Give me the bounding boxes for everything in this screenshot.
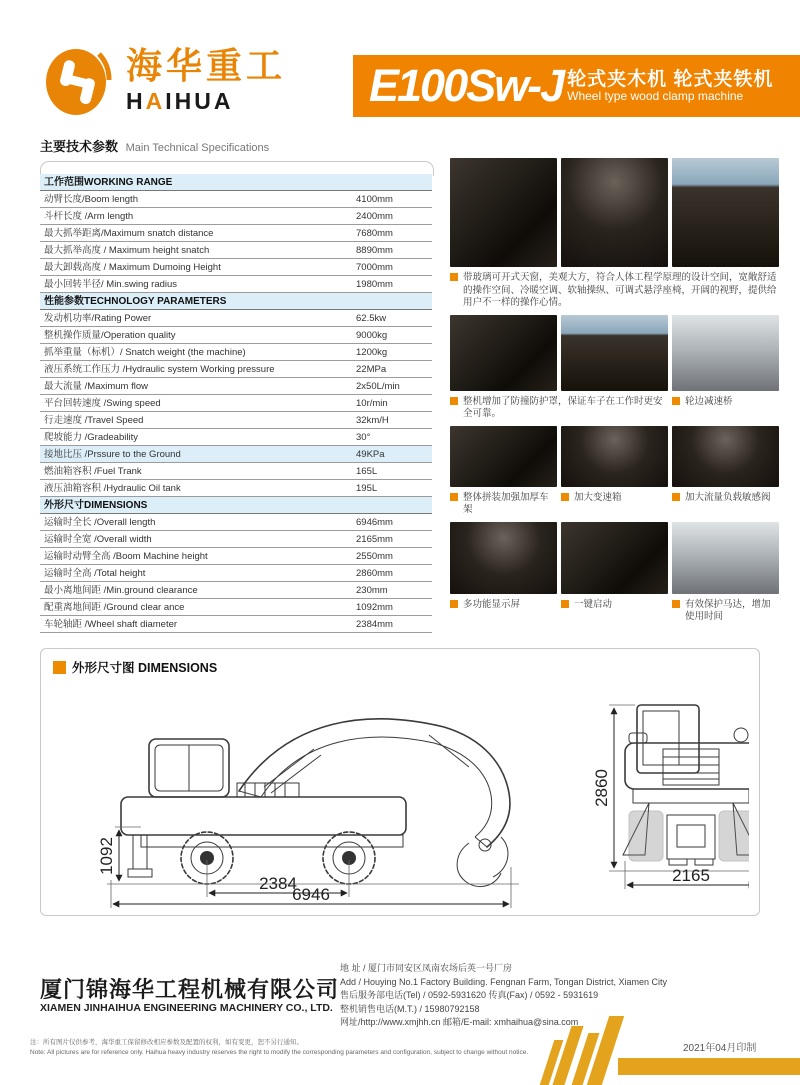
spec-label: 最大卸载高度 / Maximum Dumoing Height <box>44 261 221 273</box>
rear-view-drawing <box>623 705 749 865</box>
spec-value: 62.5kw <box>356 312 387 324</box>
photo-cab-skylight <box>672 158 779 267</box>
dim-total-height: 2860 <box>592 769 611 807</box>
spec-label: 抓举重量（标机）/ Snatch weight (the machine) <box>44 346 246 358</box>
spec-value: 49KPa <box>356 448 385 460</box>
spec-label: 燃油箱容积 /Fuel Trank <box>44 465 142 477</box>
spec-row <box>40 429 432 446</box>
note-en: Note: All pictures are for reference only. Haihua heavy industry reserves the right to modify the corresponding parameters and configuration, subject to change without notice. <box>30 1048 529 1056</box>
section-title <box>40 136 269 155</box>
spec-row <box>40 276 432 293</box>
spec-label: 配重离地间距 /Ground clear ance <box>44 601 185 613</box>
photo-valve <box>672 426 779 487</box>
spec-value: 8890mm <box>356 244 393 256</box>
logo-letter-accent: A <box>145 88 166 114</box>
spec-row <box>40 225 432 242</box>
photo-gearbox <box>561 426 668 487</box>
spec-row <box>40 412 432 429</box>
caption-display: 多功能显示屏 <box>450 599 557 624</box>
spec-label: 最大抓举距离/Maximum snatch distance <box>44 227 214 239</box>
dim-wheelbase: 2384 <box>259 874 297 893</box>
spec-row <box>40 327 432 344</box>
address-en: Add / Houying No.1 Factory Building. Fengnan Farm, Tongan District, Xiamen City <box>340 976 667 987</box>
spec-row <box>40 395 432 412</box>
haihua-logo-icon <box>42 46 116 118</box>
spec-label: 发动机功率/Rating Power <box>44 312 152 324</box>
spec-label: 平台回转速度 /Swing speed <box>44 397 161 409</box>
spec-label: 动臂长度/Boom length <box>44 193 138 205</box>
spec-label: 接地比压 /Prssure to the Ground <box>44 448 181 460</box>
spec-value: 2860mm <box>356 567 393 579</box>
spec-value: 7000mm <box>356 261 393 273</box>
spec-label: 液压系统工作压力 /Hydraulic system Working pressure <box>44 363 275 375</box>
print-date: 2021年04月印制 <box>683 1043 757 1054</box>
spec-label: 整机操作质量/Operation quality <box>44 329 176 341</box>
spec-section-header: 工作范围WORKING RANGE <box>40 174 432 191</box>
spec-label: 运输时全宽 /Overall width <box>44 533 152 545</box>
spec-row <box>40 582 432 599</box>
diagram-box <box>40 648 760 916</box>
spec-section-header: 性能参数TECHNOLOGY PARAMETERS <box>40 293 432 310</box>
photo-guard-cover <box>450 315 557 391</box>
dim-overall-length: 6946 <box>292 885 330 904</box>
dim-ground-clearance: 1092 <box>97 837 116 875</box>
spec-row <box>40 565 432 582</box>
spec-value: 7680mm <box>356 227 393 239</box>
spec-row <box>40 616 432 633</box>
spec-row <box>40 480 432 497</box>
banner-subtitle-en: Wheel type wood clamp machine <box>567 88 744 103</box>
spec-row <box>40 378 432 395</box>
spec-row <box>40 514 432 531</box>
photo-motor <box>672 522 779 594</box>
spec-value: 4100mm <box>356 193 393 205</box>
caption-start: 一键启动 <box>561 599 668 624</box>
spec-value: 2165mm <box>356 533 393 545</box>
section-title-en: Main Technical Specifications <box>125 142 270 154</box>
caption-gearbox: 加大变速箱 <box>561 492 668 517</box>
disclaimer-notes <box>30 1038 530 1058</box>
spec-value: 1092mm <box>356 601 393 613</box>
spec-row <box>40 242 432 259</box>
model-name: E100Sw-J <box>369 60 564 111</box>
spec-value: 1980mm <box>356 278 393 290</box>
spec-label: 最大流量 /Maximum flow <box>44 380 148 392</box>
model-banner <box>353 55 800 117</box>
spec-row <box>40 446 432 463</box>
photo-wheel-axle <box>672 315 779 391</box>
photo-cab-console <box>450 158 557 267</box>
spec-row <box>40 191 432 208</box>
spec-value: 10r/min <box>356 397 388 409</box>
caption-motor: 有效保护马达，增加使用时间 <box>672 599 779 624</box>
address-cn: 地 址 / 厦门市同安区凤南农场后英一号厂房 <box>340 963 513 973</box>
diagram-title-en: DIMENSIONS <box>134 661 218 675</box>
photo-boom-light <box>561 315 668 391</box>
company-name-cn: 厦门锦海华工程机械有限公司 <box>40 977 340 1002</box>
dimension-diagram <box>49 675 749 909</box>
caption-frame: 整体拼装加强加厚车架 <box>450 492 557 517</box>
side-view-drawing <box>121 719 510 887</box>
note-cn: 注：所有图片仅供参考，海华重工保留修改相应参数及配置的权利，如有变更，恕不另行通知。 <box>30 1039 303 1046</box>
spec-value: 2x50L/min <box>356 380 400 392</box>
spec-row <box>40 548 432 565</box>
section-title-cn: 主要技术参数 <box>40 139 119 154</box>
spec-row <box>40 259 432 276</box>
dim-overall-width: 2165 <box>672 866 710 885</box>
spec-label: 最小离地间距 /Min.ground clearance <box>44 584 198 596</box>
photo-start-button <box>561 522 668 594</box>
spec-row <box>40 344 432 361</box>
spec-label: 运输时全高 /Total height <box>44 567 146 579</box>
company-name-en: XIAMEN JINHAIHUA ENGINEERING MACHINERY CO., LTD. <box>40 1002 333 1014</box>
spec-row <box>40 310 432 327</box>
diagram-title <box>53 658 217 676</box>
spec-value: 9000kg <box>356 329 388 341</box>
caption-valve: 加大流量负载敏感阀 <box>672 492 779 517</box>
caption-cab: 带玻璃可开式天窗，美观大方，符合人体工程学原理的设计空间，宽敞舒适的操作空间、冷暖空调、软轴操纵、可调式悬浮座椅，开阔的视野，提供给用户不一样的操作心情。 <box>450 272 779 310</box>
header-logo <box>42 46 286 118</box>
caption-axle: 轮边减速桥 <box>672 396 779 421</box>
spec-row <box>40 208 432 225</box>
logo-letter: H <box>126 88 146 114</box>
mobile-line: 整机销售电话(M.T.) / 15980792158 <box>340 1003 480 1014</box>
caption-guard: 整机增加了防撞防护罩，保证车子在工作时更安全可靠。 <box>450 396 668 421</box>
spec-value: 2550mm <box>356 550 393 562</box>
spec-value: 2384mm <box>356 618 393 630</box>
spec-value: 2400mm <box>356 210 393 222</box>
spec-row <box>40 361 432 378</box>
spec-value: 22MPa <box>356 363 387 375</box>
spec-value: 32km/H <box>356 414 389 426</box>
spec-table <box>40 174 432 633</box>
diagram-title-cn: 外形尺寸图 <box>72 661 135 675</box>
spec-value: 6946mm <box>356 516 393 528</box>
spec-value: 1200kg <box>356 346 388 358</box>
spec-label: 最小回转半径/ Min.swing radius <box>44 278 178 290</box>
spec-row <box>40 599 432 616</box>
banner-subtitle-cn: 轮式夹木机 轮式夹铁机 <box>567 68 774 90</box>
spec-row <box>40 531 432 548</box>
spec-label: 运输时动臂全高 /Boom Machine height <box>44 550 208 562</box>
spec-value: 30° <box>356 431 371 443</box>
logo-text-cn: 海华重工 <box>126 46 287 86</box>
spec-label: 液压油箱容积 /Hydraulic Oil tank <box>44 482 181 494</box>
spec-row <box>40 463 432 480</box>
spec-label: 行走速度 /Travel Speed <box>44 414 144 426</box>
bottom-orange-bar <box>618 1058 800 1075</box>
spec-value: 165L <box>356 465 378 477</box>
spec-label: 爬坡能力 /Gradeability <box>44 431 138 443</box>
web-email-line: 网址/http://www.xmjhh.cn 邮箱/E-mail: xmhaihua@sina.com <box>340 1017 579 1027</box>
spec-label: 车轮轴距 /Wheel shaft diameter <box>44 618 178 630</box>
photo-display <box>450 522 557 594</box>
spec-value: 230mm <box>356 584 388 596</box>
photo-grid <box>450 158 779 624</box>
logo-letters: IHUA <box>165 88 234 114</box>
spec-label: 斗杆长度 /Arm length <box>44 210 134 222</box>
spec-label: 运输时全长 /Overall length <box>44 516 156 528</box>
tel-fax-line: 售后服务部电话(Tel) / 0592-5931620 传真(Fax) / 0592 - 5931619 <box>340 990 599 1000</box>
spec-label: 最大抓举高度 / Maximum height snatch <box>44 244 210 256</box>
logo-text-en <box>126 88 286 115</box>
spec-value: 195L <box>356 482 378 494</box>
photo-frame <box>450 426 557 487</box>
photo-cab-seat <box>561 158 668 267</box>
spec-section-header: 外形尺寸DIMENSIONS <box>40 497 432 514</box>
